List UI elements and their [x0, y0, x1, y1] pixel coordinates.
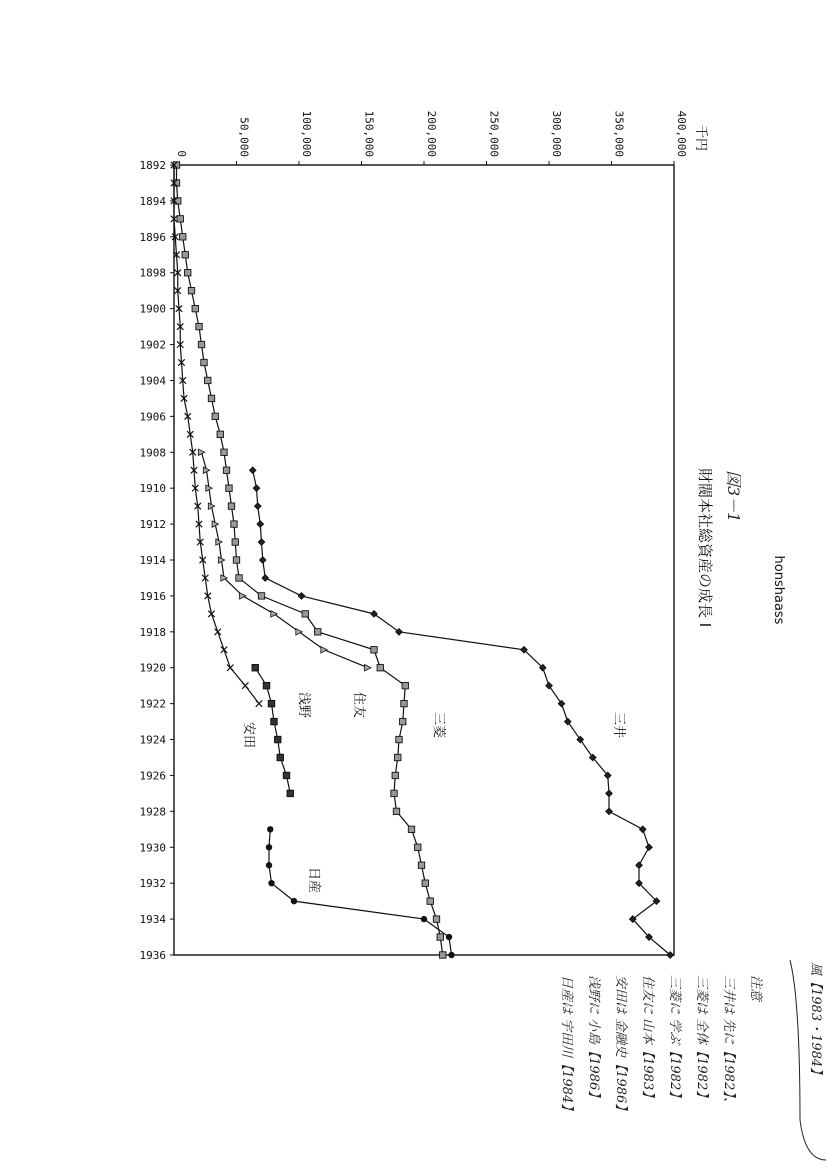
unit-label: 千円	[693, 124, 708, 152]
series-3-point	[277, 754, 283, 760]
x-tick-label: 1906	[139, 410, 166, 424]
series-5-point	[267, 826, 273, 832]
x-tick-label: 1892	[139, 159, 166, 172]
series-3-point	[271, 718, 277, 724]
series-5-point	[266, 862, 272, 868]
series-2	[198, 449, 371, 671]
series-4-point	[215, 629, 221, 635]
series-2-point	[198, 449, 204, 455]
series-5-point	[448, 952, 454, 958]
series-0-point	[298, 593, 304, 599]
annotation-label: 三菱	[431, 711, 446, 739]
series-0-point	[262, 575, 268, 581]
series-3-point	[263, 682, 269, 688]
series-1-point	[236, 575, 242, 581]
series-5-point	[266, 844, 272, 850]
series-1-point	[177, 216, 183, 222]
x-tick-label: 1930	[139, 841, 166, 855]
series-1-point	[228, 503, 234, 509]
series-0-point	[606, 808, 612, 814]
annotation-label: 浅野	[296, 691, 311, 719]
series-1-point	[192, 305, 198, 311]
series-1-point	[393, 808, 399, 814]
series-1-point	[437, 934, 443, 940]
y-tick-label: 400,000	[675, 110, 688, 157]
x-tick-label: 1914	[139, 554, 166, 567]
series-0-point	[257, 521, 263, 527]
y-tick-label: 150,000	[362, 110, 376, 157]
series-1-point	[232, 539, 238, 545]
margin-note-line: 安田は 金融史【1986】	[613, 975, 628, 1117]
margin-note-line: 住友に 山本【1983】	[640, 975, 655, 1104]
series-1-point	[233, 557, 239, 563]
series-1-point	[212, 413, 218, 419]
series-1-point	[371, 647, 377, 653]
x-tick-label: 1902	[139, 338, 166, 352]
series-4-point	[227, 665, 233, 671]
series-1-point	[427, 898, 433, 904]
series-1-point	[302, 611, 308, 617]
x-tick-label: 1924	[139, 733, 166, 747]
series-1-point	[226, 485, 232, 491]
x-tick-label: 1908	[139, 446, 166, 460]
y-tick-label: 250,000	[487, 110, 501, 157]
series-3-point	[268, 700, 274, 706]
y-tick-label: 100,000	[300, 110, 313, 157]
series-1-point	[392, 772, 398, 778]
series-1	[173, 162, 446, 958]
series-1-point	[201, 359, 207, 365]
series-3-point	[287, 790, 293, 796]
margin-note-line: 注意	[748, 975, 763, 1002]
series-1-point	[185, 270, 191, 276]
series-5-point	[268, 880, 274, 886]
annotation-label: 三井	[611, 711, 626, 739]
series-1-point	[258, 593, 264, 599]
series-0-point	[646, 844, 652, 850]
x-tick-label: 1932	[139, 877, 166, 891]
series-5-point	[446, 934, 452, 940]
margin-note-line: 三井は 先に【1982】、	[721, 975, 736, 1110]
margin-note-line: 浅野に 小島【1986】	[586, 975, 601, 1104]
series-1-point	[315, 629, 321, 635]
series-4-point	[242, 682, 248, 688]
series-2-point	[240, 593, 246, 599]
series-1-point	[433, 916, 439, 922]
series-1-point	[422, 880, 428, 886]
margin-note-line: 三菱に 学ぶ【1982】	[667, 975, 682, 1104]
series-1-point	[401, 700, 407, 706]
x-tick-label: 1910	[139, 482, 166, 496]
series-1-point	[221, 449, 227, 455]
plot-frame	[174, 165, 674, 955]
annotation-label: 安田	[241, 721, 256, 749]
x-tick-label: 1920	[139, 661, 166, 675]
series-4-point	[221, 647, 227, 653]
series-1-point	[440, 952, 446, 958]
series-1-point	[205, 377, 211, 383]
series-1-point	[391, 790, 397, 796]
x-tick-label: 1918	[139, 625, 166, 639]
series-0-point	[640, 826, 646, 832]
x-tick-label: 1898	[139, 266, 166, 280]
series-0-point	[636, 862, 642, 868]
series-5	[266, 826, 455, 958]
x-tick-label: 1916	[139, 589, 166, 603]
y-tick-label: 0	[175, 150, 188, 157]
x-tick-label: 1928	[139, 805, 166, 819]
annotation-label: 住友	[351, 691, 366, 719]
x-tick-label: 1912	[139, 518, 166, 532]
series-1-point	[198, 341, 204, 347]
y-tick-label: 300,000	[550, 110, 563, 157]
series-1-point	[208, 395, 214, 401]
series-0-point	[258, 539, 264, 545]
series-1-point	[400, 718, 406, 724]
x-tick-label: 1894	[139, 194, 166, 208]
margin-note-line: 三菱は 全体【1982】	[694, 975, 709, 1104]
series-5-point	[291, 898, 297, 904]
series-1-line	[177, 165, 443, 955]
series-3-point	[252, 665, 258, 671]
series-1-point	[418, 862, 424, 868]
series-0-point	[253, 485, 259, 491]
series-5-point	[421, 916, 427, 922]
series-1-point	[395, 754, 401, 760]
x-axis-ticks	[140, 159, 175, 962]
series-0-point	[260, 557, 266, 563]
series-1-point	[408, 826, 414, 832]
series-3-point	[275, 736, 281, 742]
header-text: honshaass	[771, 555, 786, 625]
x-tick-label: 1904	[139, 374, 166, 388]
series-4-point	[256, 700, 262, 706]
series-1-point	[188, 287, 194, 293]
series-1-point	[223, 467, 229, 473]
y-tick-label: 50,000	[237, 117, 251, 157]
x-tick-label: 1934	[139, 913, 166, 927]
series-0-point	[606, 790, 612, 796]
series-4-line	[174, 165, 259, 704]
series-2-point	[365, 665, 371, 671]
x-tick-label: 1926	[139, 769, 166, 783]
figure-label: 図3－1	[724, 470, 743, 523]
margin-corner-text: 風【1983・1984】	[808, 962, 823, 1081]
series-1-point	[415, 844, 421, 850]
series-1-point	[217, 431, 223, 437]
series-layer	[171, 162, 674, 958]
series-3	[252, 665, 293, 797]
x-tick-label: 1900	[139, 302, 166, 316]
series-3-point	[283, 772, 289, 778]
series-1-point	[180, 234, 186, 240]
y-tick-label: 200,000	[425, 110, 438, 157]
series-1-point	[396, 736, 402, 742]
series-1-point	[196, 323, 202, 329]
x-tick-label: 1922	[139, 697, 166, 711]
series-1-point	[402, 682, 408, 688]
x-tick-label: 1896	[139, 230, 166, 244]
series-0-point	[250, 467, 256, 473]
margin-note-lines	[559, 975, 764, 1116]
annotation-label: 日産	[306, 866, 321, 894]
series-1-point	[182, 252, 188, 258]
series-1-point	[231, 521, 237, 527]
margin-note	[559, 960, 826, 1160]
series-1-point	[377, 665, 383, 671]
margin-note-line: 日産は 宇田川【1984】	[559, 975, 574, 1117]
series-0-point	[255, 503, 261, 509]
series-5-line	[269, 829, 452, 955]
series-4	[171, 162, 262, 707]
y-tick-label: 350,000	[612, 110, 626, 157]
series-2-point	[321, 647, 327, 653]
x-tick-label: 1936	[139, 949, 166, 962]
chart-title: 財閥本社総資産の成長 I	[696, 468, 714, 628]
y-axis-ticks	[174, 111, 688, 165]
